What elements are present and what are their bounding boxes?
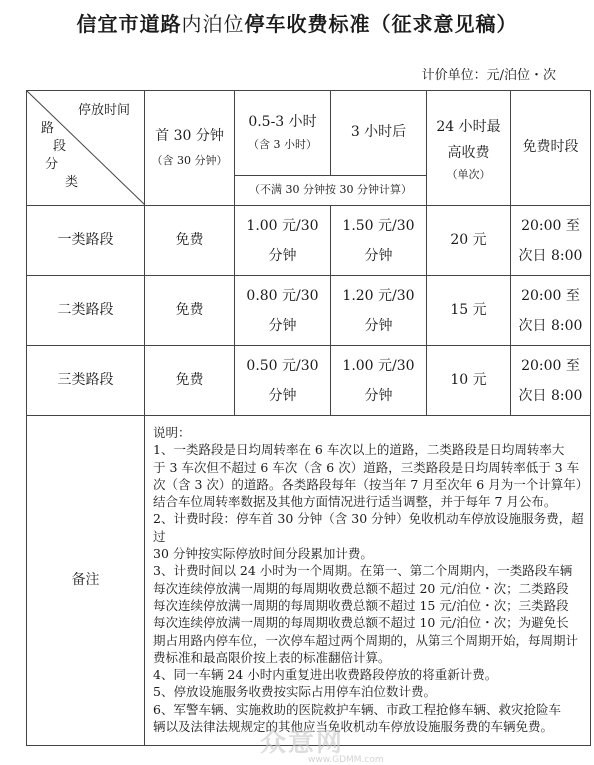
note-line: 每次连续停放满一周期的每周期收费总额不超过 10 元/泊位・次；为避免长	[153, 615, 569, 631]
header-road-char-4: 类	[65, 175, 79, 190]
rate-half-to-3h: 0.50 元/30 分钟	[235, 346, 331, 416]
rate-after-3h: 1.50 元/30 分钟	[331, 206, 427, 276]
header-half-to-3h-label: 0.5-3 小时	[248, 114, 317, 131]
road-class-2: 二类路段	[27, 276, 145, 346]
free-period: 20:00 至 次日 8:00	[511, 276, 591, 346]
note-line: 1、一类路段是日均周转率在 6 车次以上的道路，二类路段是日均周转率大	[153, 442, 565, 458]
note-line: 次（含 3 次）的道路。各类路段每年（按当年 7 月至次年 6 月为一个计算年）	[153, 476, 589, 492]
note-line: 5、停放设施服务收费按实际占用停车泊位数计费。	[153, 684, 436, 700]
note-line: 每次连续停放满一周期的每周期收费总额不超过 20 元/泊位・次；二类路段	[153, 580, 569, 596]
watermark	[260, 722, 384, 765]
header-first-30	[145, 91, 235, 206]
note-line: 每次连续停放满一周期的每周期收费总额不超过 15 元/泊位・次；三类路段	[153, 597, 569, 613]
first-30-fee: 免费	[145, 346, 235, 416]
header-free-period-label: 免费时段	[522, 139, 579, 156]
header-billing-note: （不满 30 分钟按 30 分钟计算）	[235, 175, 427, 205]
document-title	[0, 8, 594, 37]
note-line: 30 分钟按实际停放时间分段累加计费。	[153, 546, 373, 562]
header-first-30-label: 首 30 分钟	[155, 128, 224, 145]
note-line: 费标准和最高限价按上表的标准翻倍计算。	[153, 649, 391, 665]
note-line: 期占用路内停车位，一次停车超过两个周期的，从第三个周期开始，每周期计	[153, 632, 579, 648]
title-part-1: 信宜市道路	[76, 12, 182, 36]
header-road-char-2: 段	[53, 139, 67, 154]
header-24h-max-sub: （单次）	[446, 168, 491, 182]
header-road-char-1: 路	[41, 121, 55, 136]
header-half-to-3h	[235, 91, 331, 176]
watermark-logo: 众意网	[260, 728, 345, 758]
title-part-3: 停车收费标准（征求意见稿）	[244, 12, 518, 36]
header-half-to-3h-sub: （含 3 小时）	[248, 137, 317, 151]
rate-half-to-3h: 0.80 元/30 分钟	[235, 276, 331, 346]
header-after-3h-label: 3 小时后	[350, 124, 407, 141]
note-line: 结合车位周转率数据及其他方面情况进行适当调整，并于每年 7 月公布。	[153, 494, 557, 510]
note-line: 于 3 车次但不超过 6 车次（含 6 次）道路，三类路段是日均周转率低于 3 车	[153, 459, 580, 475]
notes-label: 备注	[27, 416, 145, 746]
header-parking-time: 停放时间	[77, 103, 130, 118]
header-road-char-3: 分	[45, 157, 59, 172]
note-line: 说明：	[153, 425, 191, 440]
rate-after-3h: 1.00 元/30 分钟	[331, 346, 427, 416]
header-24h-max	[427, 91, 511, 206]
road-class-1: 一类路段	[27, 206, 145, 276]
free-period: 20:00 至 次日 8:00	[511, 206, 591, 276]
table-row	[27, 206, 591, 276]
note-line: 2、计费时段：停车首 30 分钟（含 30 分钟）免收机动车停放设施服务费，超过	[153, 511, 584, 544]
header-first-30-sub: （含 30 分钟）	[151, 153, 228, 167]
note-line: 辆以及法律法规规定的其他应当免收机动车停放设施服务费的车辆免费。	[153, 719, 554, 735]
notes-content	[145, 416, 591, 746]
free-period: 20:00 至 次日 8:00	[511, 346, 591, 416]
max-fee: 10 元	[427, 346, 511, 416]
road-class-3: 三类路段	[27, 346, 145, 416]
table-row	[27, 276, 591, 346]
title-part-2: 内泊位	[181, 12, 245, 36]
rate-half-to-3h: 1.00 元/30 分钟	[235, 206, 331, 276]
table-row	[27, 346, 591, 416]
header-24h-max-label: 24 小时最高收费	[436, 119, 501, 162]
rate-after-3h: 1.20 元/30 分钟	[331, 276, 427, 346]
max-fee: 15 元	[427, 276, 511, 346]
note-line: 6、军警车辆、实施救助的医院救护车辆、市政工程抢修车辆、救灾抢险车	[153, 701, 561, 717]
note-line: 3、计费时间以 24 小时为一个周期。在第一、第二个周期内，一类路段车辆	[153, 563, 573, 579]
diagonal-header-cell	[27, 91, 145, 206]
notes-row	[27, 416, 591, 746]
header-free-period	[511, 91, 591, 206]
fee-table	[26, 90, 591, 746]
note-line: 4、同一车辆 24 小时内重复进出收费路段停放的将重新计费。	[153, 667, 498, 683]
first-30-fee: 免费	[145, 276, 235, 346]
header-after-3h	[331, 91, 427, 176]
max-fee: 20 元	[427, 206, 511, 276]
pricing-unit: 计价单位：元/泊位・次	[421, 68, 556, 83]
watermark-url: www.GDMM.com	[308, 755, 384, 765]
first-30-fee: 免费	[145, 206, 235, 276]
